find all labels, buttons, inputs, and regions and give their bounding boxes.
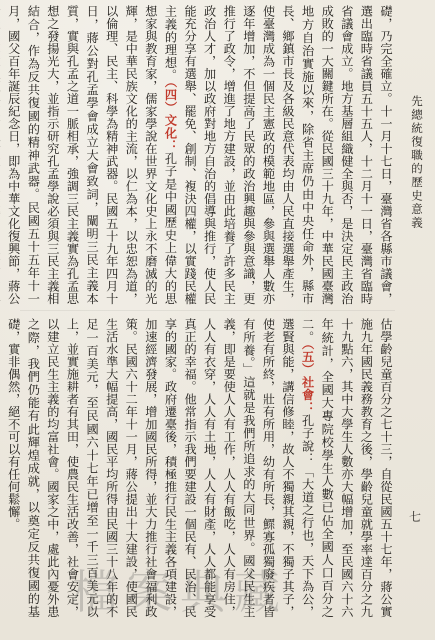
section-label: （四）文化： — [163, 81, 178, 153]
bottom-paragraph: 估學齡兒童百分之七十三，自從民國五十七年，蔣公實施九年國民義務教育之後，學齡兒童就學率達百分之九十九點六，其中大學生人數亦大幅增加，至民國六十六年統計，全國大專院校學生人數已佔全國人口百分之二。（五）社會：孔子說：「大道之行也，天下為公，選賢與能，講信修睦，故人不獨親其親，不獨子其子，使老有所終，壯有所用，幼有所長，鰥寡孤獨廢疾者皆有所養。」這就是我們所追求的大同世界。國父民生主義，即是要使人人有工作，人人有飯吃，人人有房住，人人有衣穿，人人有土地，人人有財產，人人都能享受真正的幸福。他常指示我們要建設一個民有、民治、民享的國家。政府遷臺後，積極推行民生主義各項建設，加速經濟發展，增加國民所得，並大力推行社會福利政策。民國六十二年十一月，蔣公提出十大建設，使國民生活水準大幅提高，國民平均所得由民國三十八年的不足一百美元，至民國六十七年已增至一千三百美元以上，並實施耕者有其田，使農民生活改善，社會安定，以建立民生主義的均富社會。國家之中，處此內憂外患之際，我們仍能有此輝煌成就，以奠定反共復國的基礎，實非偶然，絕不可以有任何鬆懈。 — [6, 318, 393, 619]
archive-watermark: 檔案典藏 — [72, 565, 288, 619]
running-title: 先總統復職的歷史意義 — [410, 95, 424, 230]
page-number: 七 — [408, 510, 421, 524]
top-paragraph: 礎，乃完全確立。十一月十七日，臺灣省各縣市議會，選出臨時省議員五十五人，十二月十一日，臺灣省臨時省議會成立。地方基層組織健全與否，是決定民主政治成敗的一大關鍵所在。從民國三十九年，中華民國臺灣地方自治實施以來，除省主席仍由中央任命外，縣市長、鄉鎮市長及各級民意代表均由人民直接選舉產生，使臺灣成為一個民主憲政的模範地區，參與選舉人數亦逐年增加，不但提高了民眾的政治興趣與參與意識，更推行了政令，增進了地方建設，並由此培養了許多民主政治人才，加以政府對地方自治的倡導與推行，使人民能充分享有選舉、罷免、創制、複決四權，以實踐民權主義的理想。（四）文化：孔子是中國歷史上偉大的思想家與教育家，儒家學說在世界文化史上永不磨滅的光輝，是中華民族文化的主流，以仁為本，以忠恕為道，以倫理、民主、科學為精神武器。民國五十九年四月十日，蔣公對孔孟學會成立大會致詞，闡明三民主義本質，實與孔孟之道一脈相承，強調三民主義實為孔孟思想之發揚光大，並指示研究孔孟學說必須與三民主義相結合，作為反共復國的精神武器。民國五十五年十一月，國父百年誕辰紀念日，即為中華文化復興節，蔣公 — [6, 5, 393, 306]
section-label: （五）社會： — [300, 343, 315, 415]
bottom-text-block — [6, 318, 395, 619]
section-divider — [20, 310, 395, 311]
top-text-block — [6, 5, 395, 306]
